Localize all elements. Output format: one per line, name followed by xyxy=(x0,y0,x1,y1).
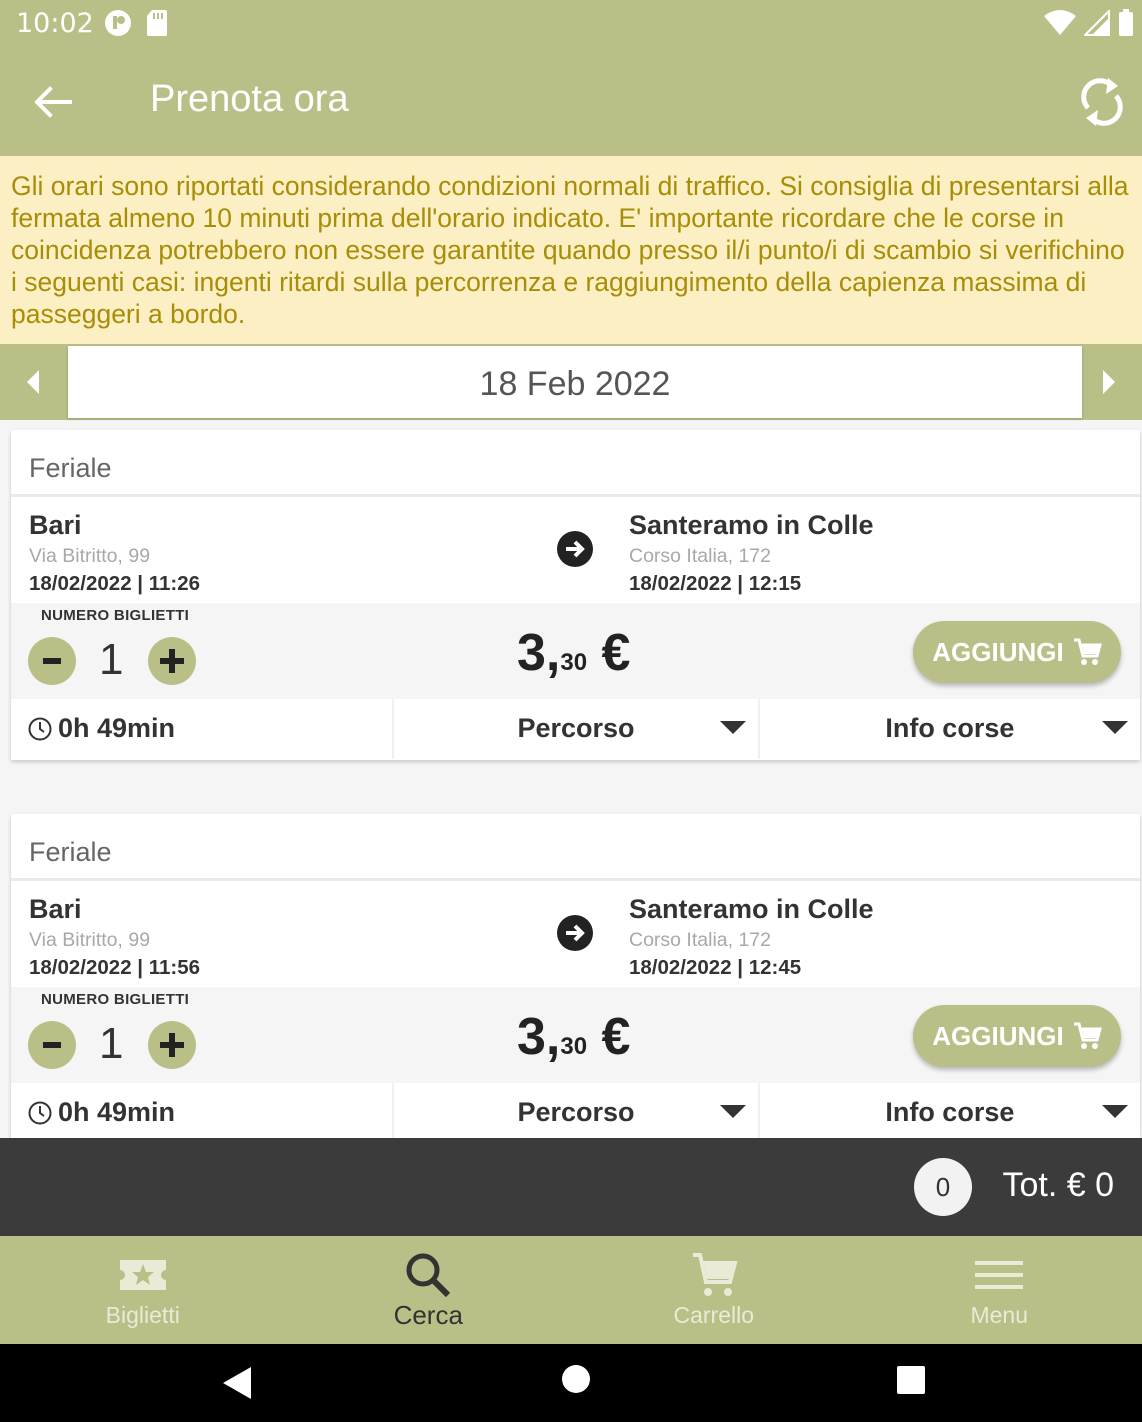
caret-left-icon xyxy=(25,369,41,395)
status-bar xyxy=(0,0,1142,48)
arrival-datetime: 18/02/2022 | 12:45 xyxy=(629,956,802,979)
departure-address: Via Bitritto, 99 xyxy=(29,545,151,567)
nav-item-cerca[interactable] xyxy=(286,1236,572,1344)
nav-item-biglietti[interactable] xyxy=(0,1236,286,1344)
arrival xyxy=(629,893,874,981)
system-back-icon[interactable] xyxy=(222,1366,252,1400)
chevron-down-icon xyxy=(1102,721,1128,734)
tickets-label: NUMERO BIGLIETTI xyxy=(41,607,190,624)
add-to-cart-button[interactable] xyxy=(913,1005,1121,1067)
arrival-address: Corso Italia, 172 xyxy=(629,545,771,567)
clock-icon xyxy=(28,717,52,741)
nav-item-carrello[interactable] xyxy=(571,1236,857,1344)
arrival xyxy=(629,509,874,597)
departure xyxy=(29,509,200,597)
notification-app-icon xyxy=(104,9,132,37)
price-currency: € xyxy=(601,624,631,682)
departure-city: Bari xyxy=(29,894,82,924)
arrival-city: Santeramo in Colle xyxy=(629,510,874,540)
selected-date[interactable]: 18 Feb 2022 xyxy=(68,346,1082,418)
tickets-label: NUMERO BIGLIETTI xyxy=(41,991,190,1008)
arrival-city: Santeramo in Colle xyxy=(629,894,874,924)
app-bar xyxy=(0,48,1142,156)
cart-icon xyxy=(1072,637,1102,667)
arrow-right-circle-icon xyxy=(557,915,593,951)
trip-duration xyxy=(11,699,394,759)
trip-type: Feriale xyxy=(11,430,1140,497)
info-dropdown[interactable] xyxy=(760,699,1140,759)
trip-route xyxy=(11,881,1140,987)
departure-address: Via Bitritto, 99 xyxy=(29,929,151,951)
bottom-navigation xyxy=(0,1236,1142,1344)
nav-item-menu[interactable] xyxy=(857,1236,1142,1344)
minus-icon xyxy=(43,1042,61,1048)
cart-icon xyxy=(1072,1021,1102,1051)
decrease-quantity-button[interactable] xyxy=(28,637,76,685)
clock-icon xyxy=(28,1101,52,1125)
departure xyxy=(29,893,200,981)
trip-details-row xyxy=(11,699,1140,759)
system-recents-icon[interactable] xyxy=(896,1365,926,1395)
chevron-down-icon xyxy=(720,1105,746,1118)
system-home-icon[interactable] xyxy=(561,1364,591,1394)
next-date-button[interactable] xyxy=(1076,344,1142,420)
menu-icon xyxy=(973,1250,1025,1300)
duration-text: 0h 49min xyxy=(58,713,176,743)
chevron-down-icon xyxy=(720,721,746,734)
battery-icon xyxy=(1118,9,1134,37)
trip-type: Feriale xyxy=(11,814,1140,881)
arrow-right-circle-icon xyxy=(557,531,593,567)
route-dropdown-label: Percorso xyxy=(517,713,635,743)
arrival-datetime: 18/02/2022 | 12:15 xyxy=(629,572,802,595)
refresh-icon[interactable] xyxy=(1078,74,1126,130)
route-dropdown-label: Percorso xyxy=(517,1097,635,1127)
nav-label: Menu xyxy=(970,1302,1029,1328)
wifi-icon xyxy=(1044,10,1076,36)
trip-card xyxy=(11,814,1140,1138)
price-integer: 3, xyxy=(517,1008,561,1066)
route-dropdown[interactable] xyxy=(394,1083,759,1138)
page-title: Prenota ora xyxy=(150,78,349,120)
chevron-down-icon xyxy=(1102,1105,1128,1118)
departure-datetime: 18/02/2022 | 11:56 xyxy=(29,956,201,979)
trip-details-row xyxy=(11,1083,1140,1138)
info-dropdown[interactable] xyxy=(760,1083,1140,1138)
search-icon xyxy=(402,1250,454,1300)
minus-icon xyxy=(43,658,61,664)
back-arrow-icon[interactable] xyxy=(30,80,74,124)
increase-quantity-button[interactable] xyxy=(148,1021,196,1069)
ticket-quantity: 1 xyxy=(99,635,124,684)
ticket-selector xyxy=(11,987,1140,1083)
increase-quantity-button[interactable] xyxy=(148,637,196,685)
previous-date-button[interactable] xyxy=(0,344,66,420)
status-time: 10:02 xyxy=(16,8,94,39)
cart-icon xyxy=(688,1250,740,1300)
price-decimal: 30 xyxy=(560,649,588,676)
info-dropdown-label: Info corse xyxy=(885,713,1015,743)
signal-icon xyxy=(1084,10,1110,36)
nav-label: Biglietti xyxy=(105,1302,180,1328)
plus-icon xyxy=(160,1033,184,1057)
arrival-address: Corso Italia, 172 xyxy=(629,929,771,951)
cart-count-badge: 0 xyxy=(914,1158,972,1216)
ticket-selector xyxy=(11,603,1140,699)
notice-text: Gli orari sono riportati considerando condizioni normali di traffico. Si consiglia di presentarsi alla fermata almeno 10 minuti prima dell'orario indicato. E' importante ricordare che le corse in coincidenza potrebbero non essere garantite quando presso il/i punto/i di scambio si verifichino i seguenti casi: ingenti ritardi sulla percorrenza e raggiungimento della capienza massima di passeggeri a bordo. xyxy=(11,171,1129,329)
add-button-label: AGGIUNGI xyxy=(932,1020,1064,1051)
nav-label: Cerca xyxy=(393,1300,463,1330)
nav-label: Carrello xyxy=(673,1302,755,1328)
plus-icon xyxy=(160,649,184,673)
price-decimal: 30 xyxy=(560,1033,588,1060)
caret-right-icon xyxy=(1101,369,1117,395)
date-selector xyxy=(0,344,1142,420)
ticket-price xyxy=(517,623,630,683)
system-navigation-bar xyxy=(0,1344,1142,1422)
sd-card-icon xyxy=(146,9,168,37)
trip-duration xyxy=(11,1083,394,1138)
add-button-label: AGGIUNGI xyxy=(932,636,1064,667)
trip-card xyxy=(11,430,1140,760)
info-dropdown-label: Info corse xyxy=(885,1097,1015,1127)
decrease-quantity-button[interactable] xyxy=(28,1021,76,1069)
route-dropdown[interactable] xyxy=(394,699,759,759)
price-integer: 3, xyxy=(517,624,561,682)
ticket-price xyxy=(517,1007,630,1067)
add-to-cart-button[interactable] xyxy=(913,621,1121,683)
departure-datetime: 18/02/2022 | 11:26 xyxy=(29,572,201,595)
trip-route xyxy=(11,497,1140,603)
ticket-star-icon xyxy=(117,1250,169,1300)
departure-city: Bari xyxy=(29,510,82,540)
cart-summary-bar[interactable] xyxy=(0,1138,1142,1236)
traffic-notice xyxy=(0,156,1142,344)
price-currency: € xyxy=(601,1008,631,1066)
cart-total: Tot. € 0 xyxy=(1002,1166,1114,1204)
ticket-quantity: 1 xyxy=(99,1019,124,1068)
duration-text: 0h 49min xyxy=(58,1097,176,1127)
